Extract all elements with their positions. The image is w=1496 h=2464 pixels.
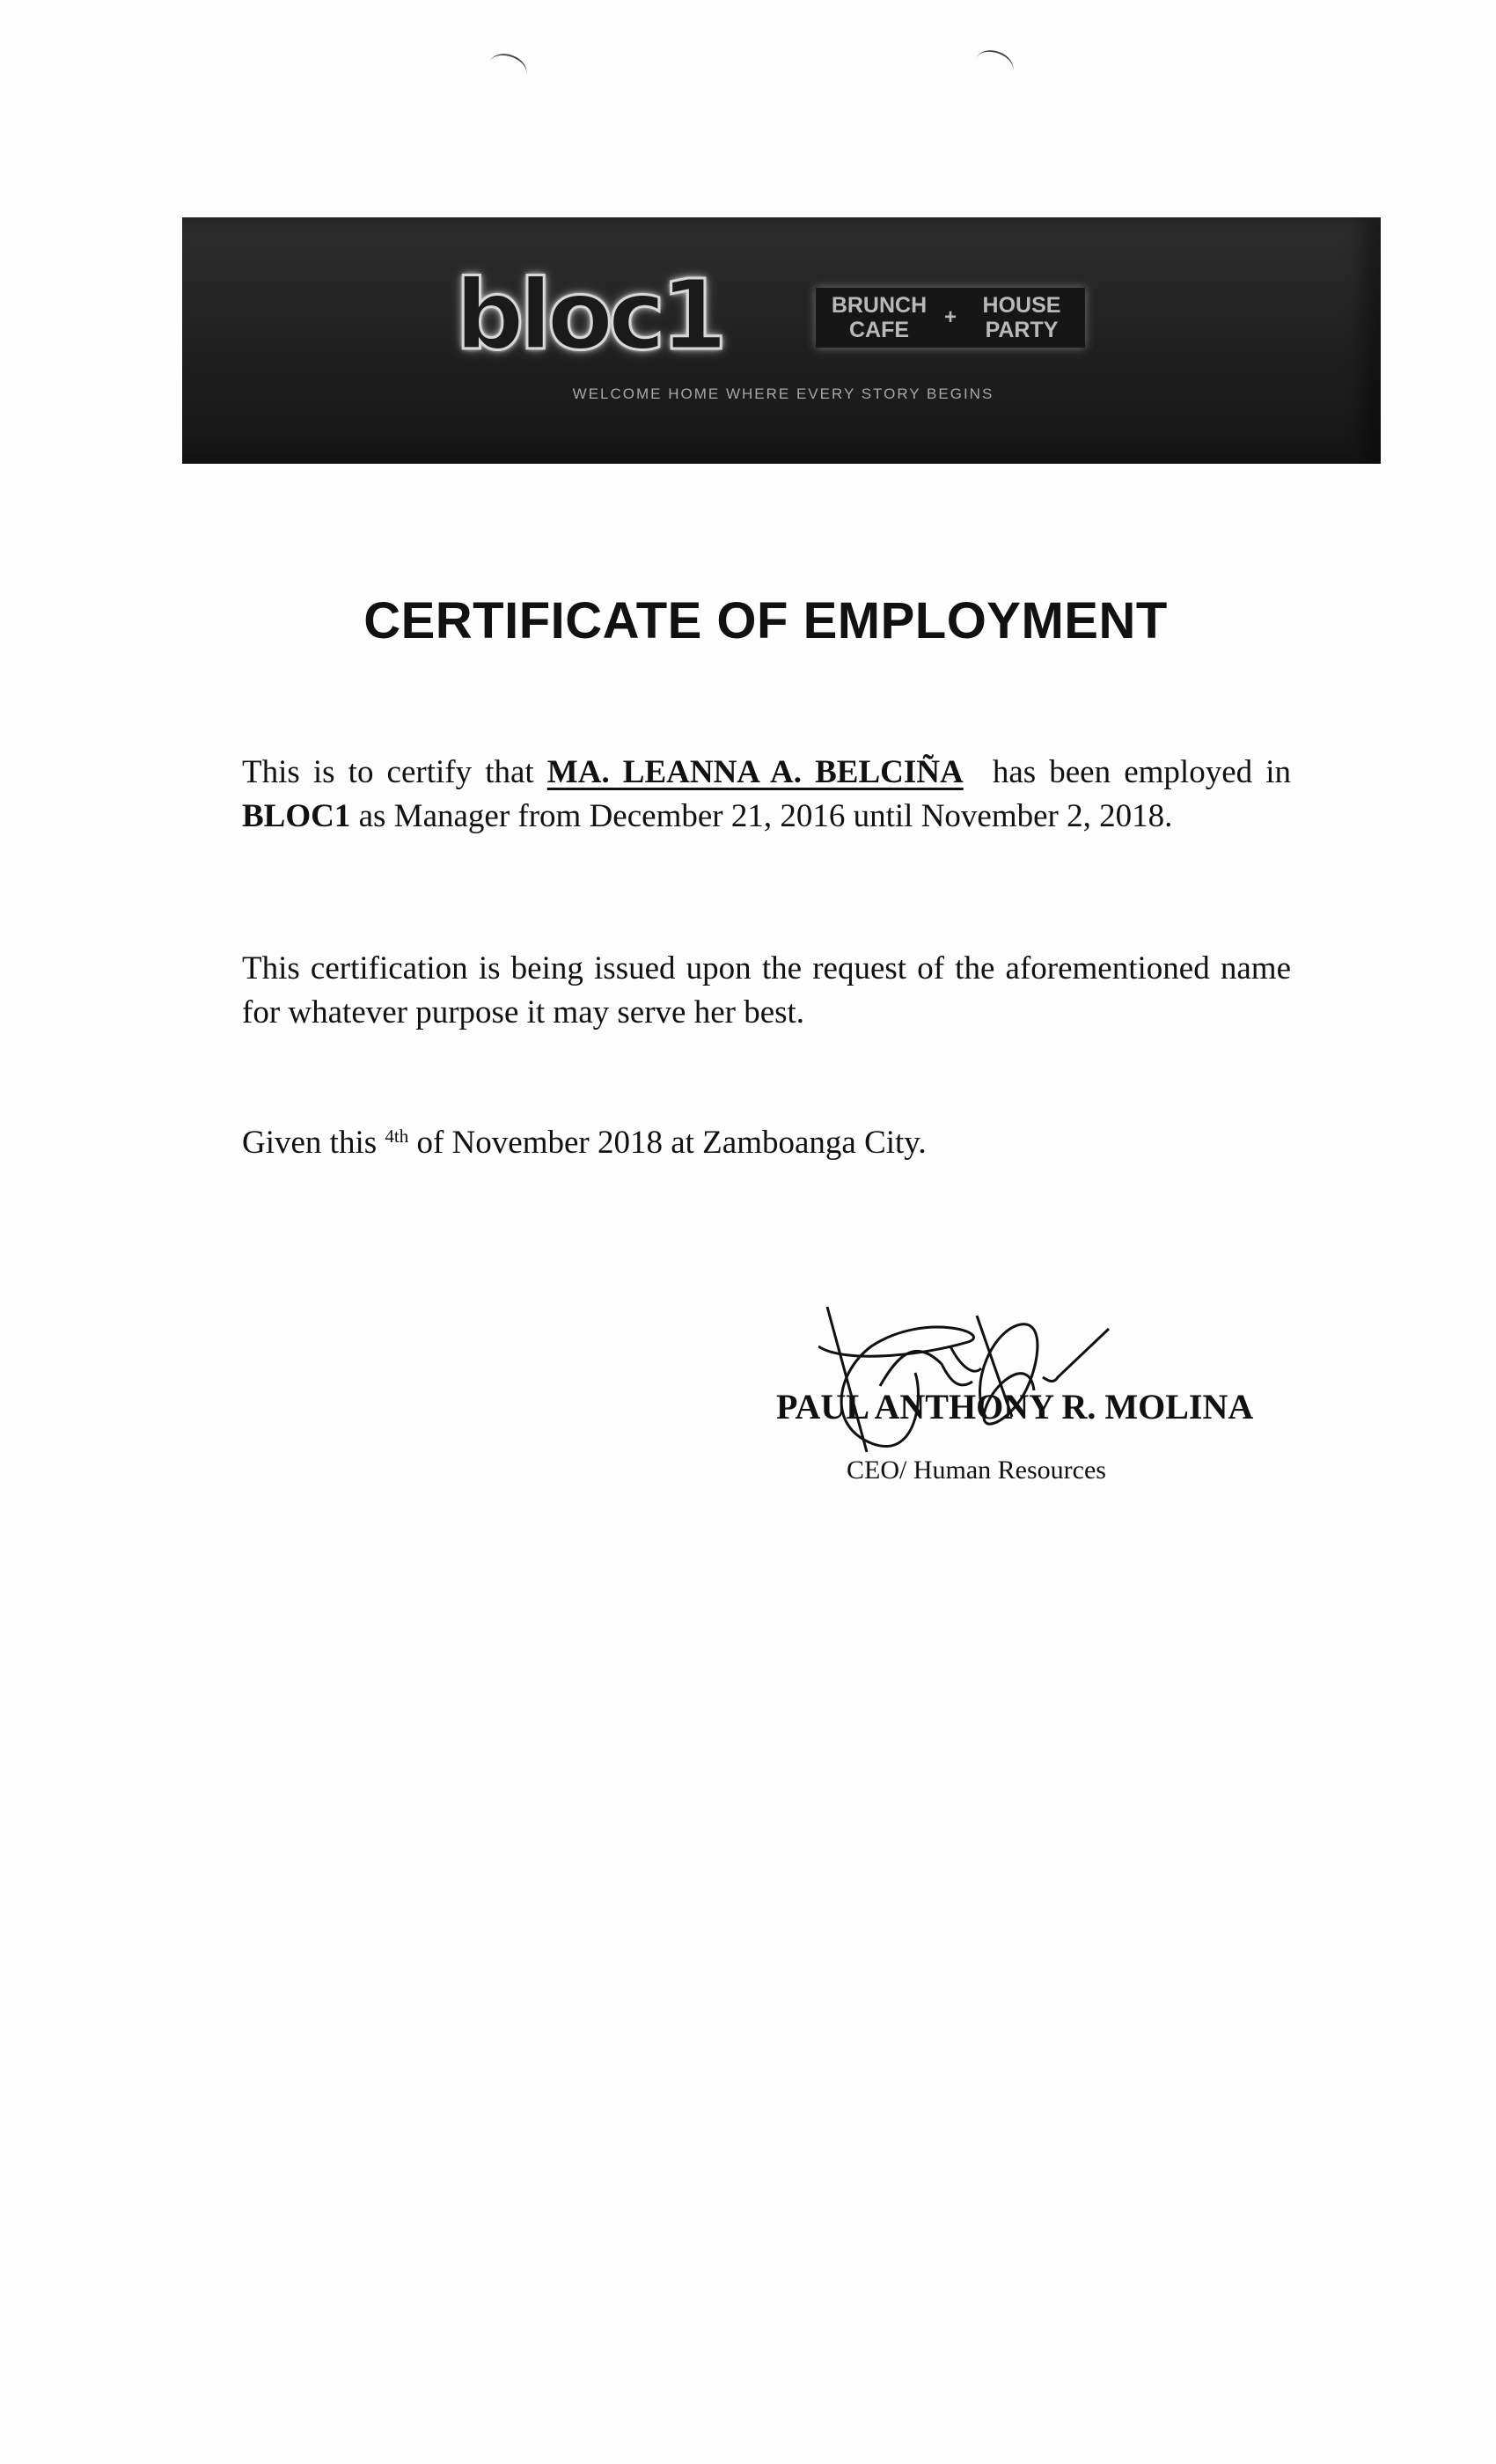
letterhead-banner — [182, 217, 1381, 464]
tag-cafe: CAFE — [848, 318, 910, 342]
signatory-name: PAUL ANTHONY R. MOLINA — [776, 1387, 1254, 1426]
employee-name: MA. LEANNA A. BELCIÑA — [546, 754, 964, 790]
paragraph-purpose: This certification is being issued upon the request of the aforementioned name for whatever purpose it may serve her best. — [242, 950, 1291, 1030]
text: of November 2018 at Zamboanga City. — [408, 1125, 927, 1161]
paragraph-given — [242, 1121, 1291, 1165]
text: has been employed in — [979, 754, 1291, 790]
punch-hole-mark — [972, 45, 1017, 84]
text: as Manager from December 21, 2016 until November 2, 2018. — [350, 798, 1173, 834]
day-ordinal: 4th — [385, 1126, 409, 1147]
text: Given this — [242, 1125, 385, 1161]
logo-tag-box — [816, 288, 1085, 348]
tag-party: PARTY — [985, 318, 1059, 342]
document-title: CERTIFICATE OF EMPLOYMENT — [363, 592, 1168, 649]
paragraph-certification — [242, 751, 1291, 839]
plus-icon: + — [943, 305, 957, 329]
tag-brunch: BRUNCH — [831, 293, 928, 318]
signatory-role: CEO/ Human Resources — [847, 1456, 1106, 1485]
company-logo: bloc1 — [455, 259, 722, 371]
tag-house: HOUSE — [982, 293, 1061, 318]
company-name: BLOC1 — [242, 798, 351, 834]
handwritten-signature — [818, 1294, 1118, 1470]
punch-hole-mark — [485, 48, 531, 88]
tagline: WELCOME HOME WHERE EVERY STORY BEGINS — [572, 385, 994, 402]
text: This is to certify that — [242, 754, 547, 790]
